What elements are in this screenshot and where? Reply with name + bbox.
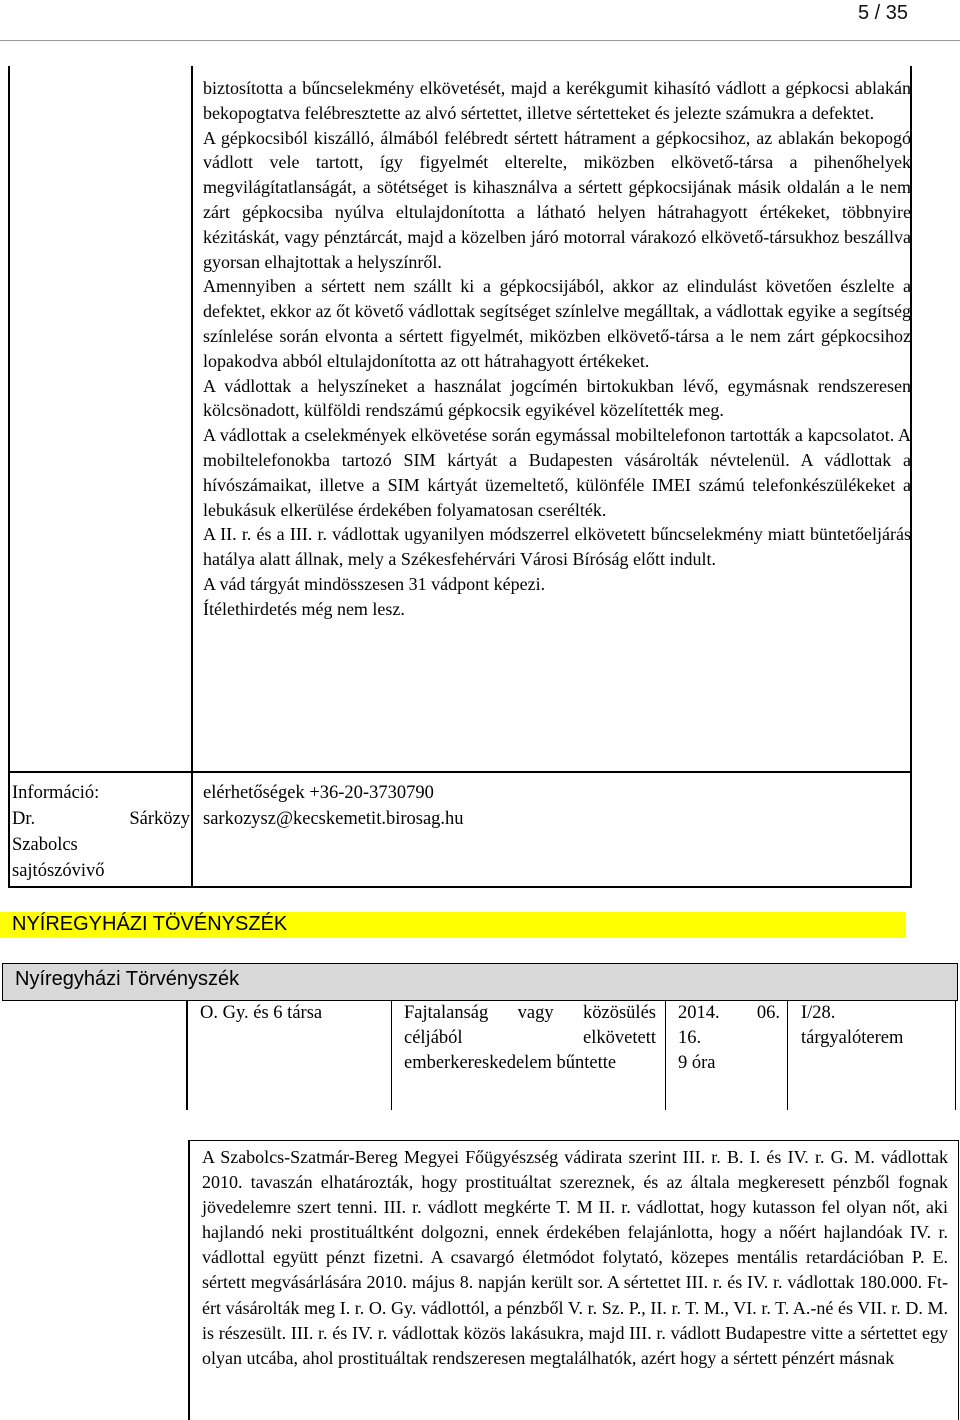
contact-phone: elérhetőségek +36-20-3730790 [203, 783, 434, 803]
page-number: 5 / 35 [857, 2, 908, 24]
date-day: 16. [678, 1028, 702, 1048]
court-subheading: Nyíregyházi Törvényszék [15, 968, 240, 990]
court-heading: NYÍREGYHÁZI TÖVÉNYSZÉK [12, 913, 288, 935]
paragraph: A gépkocsiból kiszálló, álmából felébredt sértett hátrament a gépkocsihoz, az ablakán bekopogó vádlott vele tartott, így figyelmét elterelte, miközben elkövető-társa a pihenőhelyek megvilágítatlanságát, a sötétséget is kihasználva a sértett gépkocsijának másik oldalán a le nem zárt gépkocsiba nyúlva eltulajdonította a látható helyen hátrahagyott értékeket, többnyire kézitáskát, vagy pénztárcát, majd a közelben járó motorral várakozó elkövető-társukhoz beszállva gyorsan elhajtottak a helyszínről. [203, 127, 911, 272]
contact-email[interactable]: sarkozysz@kecskemetit.birosag.hu [203, 809, 464, 829]
paragraph: A vádlottak a helyszíneket a használat jogcímén birtokukban lévő, egymásnak rendszeresen kölcsönadott, külföldi rendszámú gépkocsik egyikével közelítették meg. [203, 375, 911, 421]
header-divider [0, 40, 960, 41]
paragraph: A vád tárgyát mindösszesen 31 vádpont képezi. [203, 573, 546, 594]
date-cell [678, 1001, 780, 1076]
case-description-box [188, 1140, 959, 1420]
case-description [202, 1145, 948, 1371]
paragraph: Ítélethirdetés még nem lesz. [203, 598, 405, 619]
contact-cell [203, 780, 803, 832]
spokesperson-role: sajtószóvivő [12, 861, 105, 881]
info-label-cell [12, 780, 190, 884]
paragraph: Amennyiben a sértett nem szállt ki a gépkocsijából, akkor az elindulást követően észlelte a defektet, ekkor az őt követő vádlottak segítséget színlelve megálltak, a vádlottak egyike a segítség színlelése során elvonta a sértett figyelmét, miközben elkövető-társa a le nem zárt gépkocsihoz lopakodva abból eltulajdonította az ott hátrahagyott értékeket. [203, 276, 911, 371]
date-month: 06. [756, 1003, 780, 1023]
room-number: I/28. [801, 1003, 836, 1023]
hearing-time: 9 óra [678, 1053, 716, 1073]
info-label: Információ: [12, 783, 100, 803]
room-label: tárgyalóterem [801, 1028, 904, 1048]
room-cell [801, 1001, 951, 1051]
court-heading-bar [0, 912, 906, 938]
case-continuation-table [8, 66, 912, 888]
charge-cell: Fajtalanság vagy közösülés céljából elkövetett emberkereskedelem bűntette [404, 1003, 656, 1073]
paragraph: A II. r. és a III. r. vádlottak ugyanilyen módszerrel elkövetett bűncselekmény miatt büntetőeljárás hatálya alatt állnak, mely a Székesfehérvári Városi Bíróság előtt indult. [203, 524, 911, 570]
court-subheading-bar [2, 963, 958, 1001]
spokesperson-given-name: Szabolcs [12, 835, 78, 855]
paragraph: A vádlottak a cselekmények elkövetése során egymással mobiltelefonon tartották a kapcsolatot. A mobiltelefonokba tartozó SIM kártyát a Budapesten vásárolták névtelenül. A vádlottak a hívószámaikat, illetve a SIM kártyát üzemeltető, különféle IMEI számú telefonkészülékeket a lebukásuk elkerülése érdekében folyamatosan cserélték. [203, 425, 911, 520]
case-description-continued [203, 76, 911, 622]
paragraph: biztosította a bűncselekmény elkövetését, majd a kerékgumit kihasító vádlott a gépkocsi ablakán bekopogtatva felébresztette az alvó sértettet, illetve sértetteket és jelezte számukra a defektet. [203, 78, 911, 123]
case-table [186, 1000, 956, 1110]
date-year: 2014. [678, 1003, 720, 1023]
defendants-cell: O. Gy. és 6 társa [200, 1003, 323, 1023]
spokesperson-name: Dr. Sárközy [12, 809, 190, 829]
paragraph: A Szabolcs-Szatmár-Bereg Megyei Főügyészség vádirata szerint III. r. B. I. és IV. r. G. M. vádlottak 2010. tavaszán elhatározták, hogy prostituáltat szereznek, és az általa megkeresett pénzből fognak jövedelemre szert tenni. III. r. vádlott megkérte T. M II. r. vádlottat, hogy kutasson fel olyan nőt, aki hajlandó neki prostituáltként dolgozni, ennek érdekében felajánlotta, hogy a nőért hajlandóak IV. r. vádlottal együtt pénzt fizetni. A csavargó életmódot folytató, közepes mentális retardációban P. E. sértett megvásárlására 2010. május 8. napján került sor. A sértettet III. r. és IV. r. vádlottak 180.000. Ft-ért vásárolták meg I. r. O. Gy. vádlottól, a pénzből V. r. Sz. P., II. r. T. M., VI. r. T. A.-né és VII. r. D. M. is részesült. III. r. és IV. r. vádlottak közös lakásukra, majd III. r. vádlott Budapestre vitte a sértettet egy olyan utcába, ahol prostituáltak rendszeresen megtalálhatók, azért hogy a sértett pénzért másnak [202, 1147, 948, 1368]
